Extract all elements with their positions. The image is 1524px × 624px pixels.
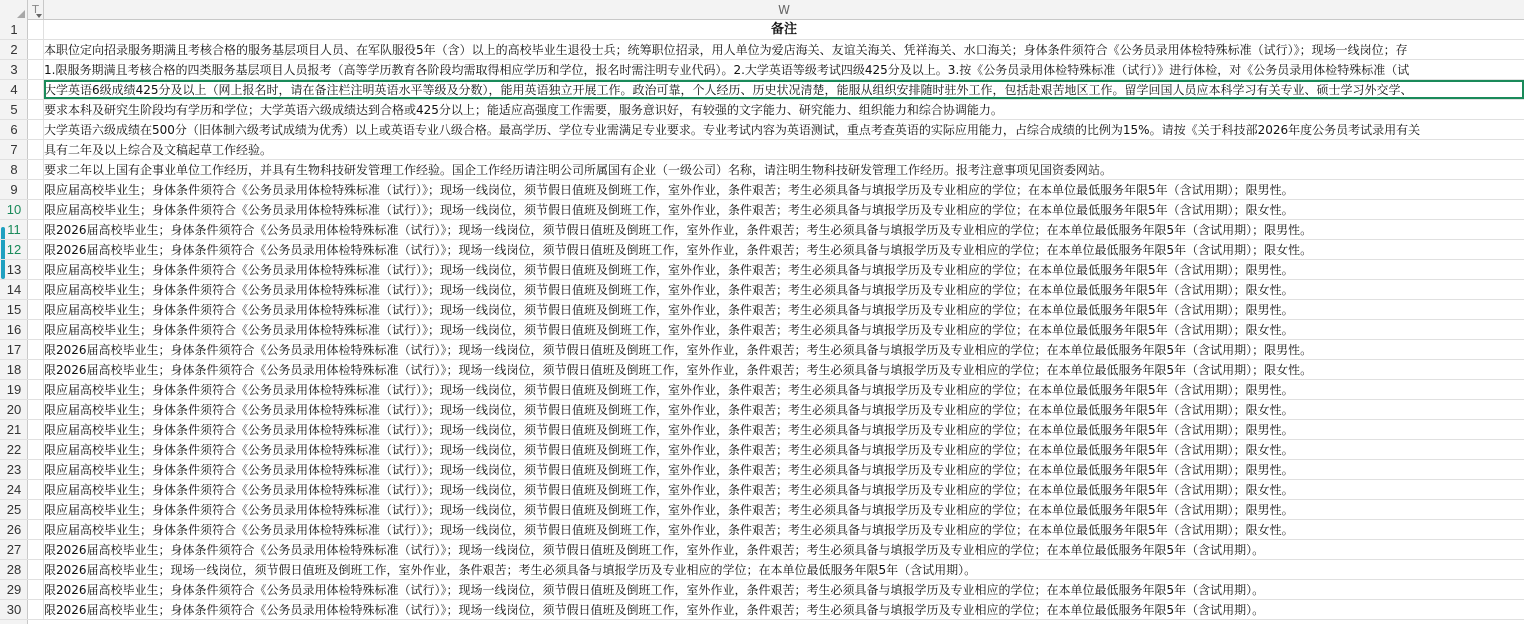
filter-dropdown-icon[interactable]	[36, 14, 42, 18]
cell-t[interactable]	[28, 360, 44, 379]
cell-t[interactable]	[28, 100, 44, 119]
cell-w[interactable]: 限2026届高校毕业生；身体条件须符合《公务员录用体检特殊标准（试行）》；现场一线岗位，须节假日值班及倒班工作，室外作业，条件艰苦；考生必须具备与填报学历及专业相应的学位；在本单位最低服务年限5年（含试用期）；限女性。	[44, 363, 1313, 377]
cell-t[interactable]	[28, 460, 44, 479]
cell-t[interactable]	[28, 540, 44, 559]
table-row	[28, 360, 1524, 380]
cell-t[interactable]	[28, 260, 44, 279]
row-number-header[interactable]: 7	[0, 140, 28, 160]
table-row	[28, 200, 1524, 220]
row-number-header[interactable]: 29	[0, 580, 28, 600]
table-row	[28, 280, 1524, 300]
table-row	[28, 440, 1524, 460]
cell-t[interactable]	[28, 180, 44, 199]
row-number-header[interactable]: 15	[0, 300, 28, 320]
table-row	[28, 320, 1524, 340]
row-number-header[interactable]: 9	[0, 180, 28, 200]
cell-t[interactable]	[28, 580, 44, 599]
row-number-header[interactable]: 21	[0, 420, 28, 440]
cell-w[interactable]: 限2026届高校毕业生；身体条件须符合《公务员录用体检特殊标准（试行）》；现场一线岗位，须节假日值班及倒班工作，室外作业，条件艰苦；考生必须具备与填报学历及专业相应的学位；在本单位最低服务年限5年（含试用期）。	[44, 603, 1265, 617]
table-row	[28, 520, 1524, 540]
table-row	[28, 220, 1524, 240]
select-all-corner[interactable]	[0, 0, 28, 20]
cell-w[interactable]: 限应届高校毕业生；身体条件须符合《公务员录用体检特殊标准（试行）》；现场一线岗位，须节假日值班及倒班工作，室外作业，条件艰苦；考生必须具备与填报学历及专业相应的学位；在本单位最低服务年限5年（含试用期）；限男性。	[44, 463, 1294, 477]
table-row	[28, 380, 1524, 400]
cell-t[interactable]	[28, 520, 44, 539]
table-row	[28, 460, 1524, 480]
cell-t[interactable]	[28, 560, 44, 579]
table-row	[28, 420, 1524, 440]
cell-w[interactable]: 限2026届高校毕业生；身体条件须符合《公务员录用体检特殊标准（试行）》；现场一线岗位，须节假日值班及倒班工作，室外作业，条件艰苦；考生必须具备与填报学历及专业相应的学位；在本单位最低服务年限5年（含试用期）。	[44, 583, 1265, 597]
cell-t[interactable]	[28, 120, 44, 139]
row-number-header[interactable]: 14	[0, 280, 28, 300]
cell-w[interactable]: 限应届高校毕业生；身体条件须符合《公务员录用体检特殊标准（试行）》；现场一线岗位，须节假日值班及倒班工作，室外作业，条件艰苦；考生必须具备与填报学历及专业相应的学位；在本单位最低服务年限5年（含试用期）；限女性。	[44, 283, 1294, 297]
cell-t[interactable]	[28, 80, 44, 99]
row-number-header[interactable]: 8	[0, 160, 28, 180]
cell-w[interactable]: 限应届高校毕业生；身体条件须符合《公务员录用体检特殊标准（试行）》；现场一线岗位，须节假日值班及倒班工作，室外作业，条件艰苦；考生必须具备与填报学历及专业相应的学位；在本单位最低服务年限5年（含试用期）；限男性。	[44, 383, 1294, 397]
row-number-header[interactable]: 6	[0, 120, 28, 140]
row-number-header[interactable]: 22	[0, 440, 28, 460]
cell-w[interactable]: 限2026届高校毕业生；身体条件须符合《公务员录用体检特殊标准（试行）》；现场一线岗位，须节假日值班及倒班工作，室外作业，条件艰苦；考生必须具备与填报学历及专业相应的学位；在本单位最低服务年限5年（含试用期）；限女性。	[44, 243, 1313, 257]
cell-w[interactable]: 具有二年及以上综合及文稿起草工作经验。	[44, 143, 273, 157]
row-number-header[interactable]: 16	[0, 320, 28, 340]
table-row	[28, 240, 1524, 260]
row-number-header[interactable]: 20	[0, 400, 28, 420]
column-header-t-label: T	[32, 3, 39, 16]
cell-w[interactable]: 限2026届高校毕业生；身体条件须符合《公务员录用体检特殊标准（试行）》；现场一线岗位，须节假日值班及倒班工作，室外作业，条件艰苦；考生必须具备与填报学历及专业相应的学位；在本单位最低服务年限5年（含试用期）。	[44, 543, 1265, 557]
cell-w[interactable]: 限应届高校毕业生；身体条件须符合《公务员录用体检特殊标准（试行）》；现场一线岗位，须节假日值班及倒班工作，室外作业，条件艰苦；考生必须具备与填报学历及专业相应的学位；在本单位最低服务年限5年（含试用期）；限男性。	[44, 503, 1294, 517]
table-row	[28, 60, 1524, 80]
table-row	[28, 560, 1524, 580]
cell-w[interactable]: 大学英语6级成绩425分及以上（网上报名时，请在备注栏注明英语水平等级及分数），能用英语独立开展工作。政治可靠，个人经历、历史状况清楚，能服从组织安排随时驻外工作，包括赴艰苦地区工作。留学回国人员应本科学习有关专业、硕士学习外交学、	[44, 80, 1524, 99]
cell-w[interactable]: 限2026届高校毕业生；现场一线岗位，须节假日值班及倒班工作，室外作业，条件艰苦；考生必须具备与填报学历及专业相应的学位；在本单位最低服务年限5年（含试用期）。	[44, 563, 977, 577]
cell-w[interactable]: 限应届高校毕业生；身体条件须符合《公务员录用体检特殊标准（试行）》；现场一线岗位，须节假日值班及倒班工作，室外作业，条件艰苦；考生必须具备与填报学历及专业相应的学位；在本单位最低服务年限5年（含试用期）；限女性。	[44, 403, 1294, 417]
cell-w[interactable]: 大学英语六级成绩在500分（旧体制六级考试成绩为优秀）以上或英语专业八级合格。最高学历、学位专业需满足专业要求。专业考试内容为英语测试，重点考查英语的实际应用能力，占综合成绩的比例为15%。请按《关于科技部2026年度公务员考试录用有关	[44, 123, 1421, 137]
cell-t[interactable]	[28, 160, 44, 179]
cell-w[interactable]: 限应届高校毕业生；身体条件须符合《公务员录用体检特殊标准（试行）》；现场一线岗位，须节假日值班及倒班工作，室外作业，条件艰苦；考生必须具备与填报学历及专业相应的学位；在本单位最低服务年限5年（含试用期）；限男性。	[44, 183, 1294, 197]
table-row	[28, 260, 1524, 280]
row-number-header[interactable]: 1	[0, 20, 28, 40]
table-row	[28, 480, 1524, 500]
table-row	[28, 340, 1524, 360]
cell-w[interactable]: 限应届高校毕业生；身体条件须符合《公务员录用体检特殊标准（试行）》；现场一线岗位，须节假日值班及倒班工作，室外作业，条件艰苦；考生必须具备与填报学历及专业相应的学位；在本单位最低服务年限5年（含试用期）；限男性。	[44, 263, 1294, 277]
cell-w[interactable]: 1.限服务期满且考核合格的四类服务基层项目人员报考（高等学历教育各阶段均需取得相应学历和学位，报名时需注明专业代码）。2.大学英语等级考试四级425分及以上。3.按《公务员录用体检特殊标准（试行）》进行体检，对《公务员录用体检特殊标准（试	[44, 63, 1410, 77]
column-header-w-label: W	[778, 3, 790, 17]
table-row	[28, 300, 1524, 320]
cell-t[interactable]	[28, 240, 44, 259]
cell-t[interactable]	[28, 420, 44, 439]
cell-w[interactable]: 要求二年以上国有企事业单位工作经历，并具有生物科技研发管理工作经验。国企工作经历请注明公司所属国有企业（一级公司）名称，请注明生物科技研发管理工作经历。报考注意事项见国资委网站。	[44, 163, 1113, 177]
row-number-header[interactable]: 13	[0, 260, 28, 280]
corner-triangle-icon	[17, 10, 25, 18]
cell-w[interactable]: 限应届高校毕业生；身体条件须符合《公务员录用体检特殊标准（试行）》；现场一线岗位，须节假日值班及倒班工作，室外作业，条件艰苦；考生必须具备与填报学历及专业相应的学位；在本单位最低服务年限5年（含试用期）；限男性。	[44, 423, 1294, 437]
cell-w[interactable]: 要求本科及研究生阶段均有学历和学位；大学英语六级成绩达到合格或425分以上；能适应高强度工作需要，服务意识好，有较强的文字能力、研究能力、组织能力和综合协调能力。	[44, 103, 1003, 117]
row-number-header[interactable]: 28	[0, 560, 28, 580]
row-number-header[interactable]: 18	[0, 360, 28, 380]
table-row	[28, 100, 1524, 120]
table-row	[28, 580, 1524, 600]
table-row	[28, 540, 1524, 560]
cell-w[interactable]: 限应届高校毕业生；身体条件须符合《公务员录用体检特殊标准（试行）》；现场一线岗位，须节假日值班及倒班工作，室外作业，条件艰苦；考生必须具备与填报学历及专业相应的学位；在本单位最低服务年限5年（含试用期）；限女性。	[44, 523, 1294, 537]
cell-t[interactable]	[28, 140, 44, 159]
cell-w[interactable]: 本职位定向招录服务期满且考核合格的服务基层项目人员、在军队服役5年（含）以上的高校毕业生退役士兵；统筹职位招录，用人单位为爱店海关、友谊关海关、凭祥海关、水口海关；身体条件须符合《公务员录用体检特殊标准（试行）》；现场一线岗位；存	[44, 43, 1408, 57]
cell-w[interactable]: 限应届高校毕业生；身体条件须符合《公务员录用体检特殊标准（试行）》；现场一线岗位，须节假日值班及倒班工作，室外作业，条件艰苦；考生必须具备与填报学历及专业相应的学位；在本单位最低服务年限5年（含试用期）；限女性。	[44, 323, 1294, 337]
cell-t[interactable]	[28, 600, 44, 619]
row-number-header[interactable]: 26	[0, 520, 28, 540]
cell-t[interactable]	[28, 40, 44, 59]
row-number-header[interactable]: 12	[0, 240, 28, 260]
cell-grid	[28, 20, 1524, 624]
row-number-header[interactable]: 23	[0, 460, 28, 480]
cell-w[interactable]: 限应届高校毕业生；身体条件须符合《公务员录用体检特殊标准（试行）》；现场一线岗位，须节假日值班及倒班工作，室外作业，条件艰苦；考生必须具备与填报学历及专业相应的学位；在本单位最低服务年限5年（含试用期）；限男性。	[44, 303, 1294, 317]
cell-t[interactable]	[28, 60, 44, 79]
row-number-header[interactable]: 25	[0, 500, 28, 520]
table-row	[28, 120, 1524, 140]
cell-t[interactable]	[28, 340, 44, 359]
row-number-header[interactable]: 27	[0, 540, 28, 560]
row-number-header[interactable]: 11	[0, 220, 28, 240]
cell-w[interactable]: 限应届高校毕业生；身体条件须符合《公务员录用体检特殊标准（试行）》；现场一线岗位，须节假日值班及倒班工作，室外作业，条件艰苦；考生必须具备与填报学历及专业相应的学位；在本单位最低服务年限5年（含试用期）；限女性。	[44, 483, 1294, 497]
table-row	[28, 40, 1524, 60]
table-row	[28, 400, 1524, 420]
row-number-header[interactable]: 3	[0, 60, 28, 80]
cell-t[interactable]	[28, 380, 44, 399]
table-row	[28, 600, 1524, 620]
cell-w[interactable]: 限2026届高校毕业生；身体条件须符合《公务员录用体检特殊标准（试行）》；现场一线岗位，须节假日值班及倒班工作，室外作业，条件艰苦；考生必须具备与填报学历及专业相应的学位；在本单位最低服务年限5年（含试用期）；限男性。	[44, 223, 1313, 237]
cell-t[interactable]	[28, 320, 44, 339]
row-number-header[interactable]: 19	[0, 380, 28, 400]
table-row	[28, 160, 1524, 180]
table-row	[28, 180, 1524, 200]
table-row	[28, 80, 1524, 100]
column-title-cell[interactable]: 备注	[770, 22, 797, 37]
cell-w[interactable]: 限应届高校毕业生；身体条件须符合《公务员录用体检特殊标准（试行）》；现场一线岗位，须节假日值班及倒班工作，室外作业，条件艰苦；考生必须具备与填报学历及专业相应的学位；在本单位最低服务年限5年（含试用期）；限女性。	[44, 203, 1294, 217]
cell-t[interactable]	[28, 280, 44, 299]
cell-t[interactable]	[28, 200, 44, 219]
cell-t[interactable]	[28, 220, 44, 239]
row-header-column	[0, 20, 28, 624]
cell-t[interactable]	[28, 400, 44, 419]
cell-w[interactable]: 限应届高校毕业生；身体条件须符合《公务员录用体检特殊标准（试行）》；现场一线岗位，须节假日值班及倒班工作，室外作业，条件艰苦；考生必须具备与填报学历及专业相应的学位；在本单位最低服务年限5年（含试用期）；限女性。	[44, 443, 1294, 457]
cell-t[interactable]	[28, 480, 44, 499]
column-header-bar	[0, 0, 1524, 20]
table-row	[28, 500, 1524, 520]
row-number-header[interactable]: 17	[0, 340, 28, 360]
row-number-header[interactable]: 2	[0, 40, 28, 60]
row-number-header[interactable]: 5	[0, 100, 28, 120]
cell-t[interactable]	[28, 20, 44, 39]
cell-w[interactable]: 限2026届高校毕业生；身体条件须符合《公务员录用体检特殊标准（试行）》；现场一线岗位，须节假日值班及倒班工作，室外作业，条件艰苦；考生必须具备与填报学历及专业相应的学位；在本单位最低服务年限5年（含试用期）；限男性。	[44, 343, 1313, 357]
column-header-t[interactable]	[28, 0, 44, 20]
table-row	[28, 140, 1524, 160]
row-number-header[interactable]: 10	[0, 200, 28, 220]
column-header-w[interactable]	[44, 0, 1524, 20]
row-number-header[interactable]: 30	[0, 600, 28, 620]
cell-t[interactable]	[28, 500, 44, 519]
table-row	[28, 20, 1524, 40]
cell-t[interactable]	[28, 300, 44, 319]
cell-t[interactable]	[28, 440, 44, 459]
row-number-header[interactable]: 4	[0, 80, 28, 100]
row-number-header[interactable]: 24	[0, 480, 28, 500]
